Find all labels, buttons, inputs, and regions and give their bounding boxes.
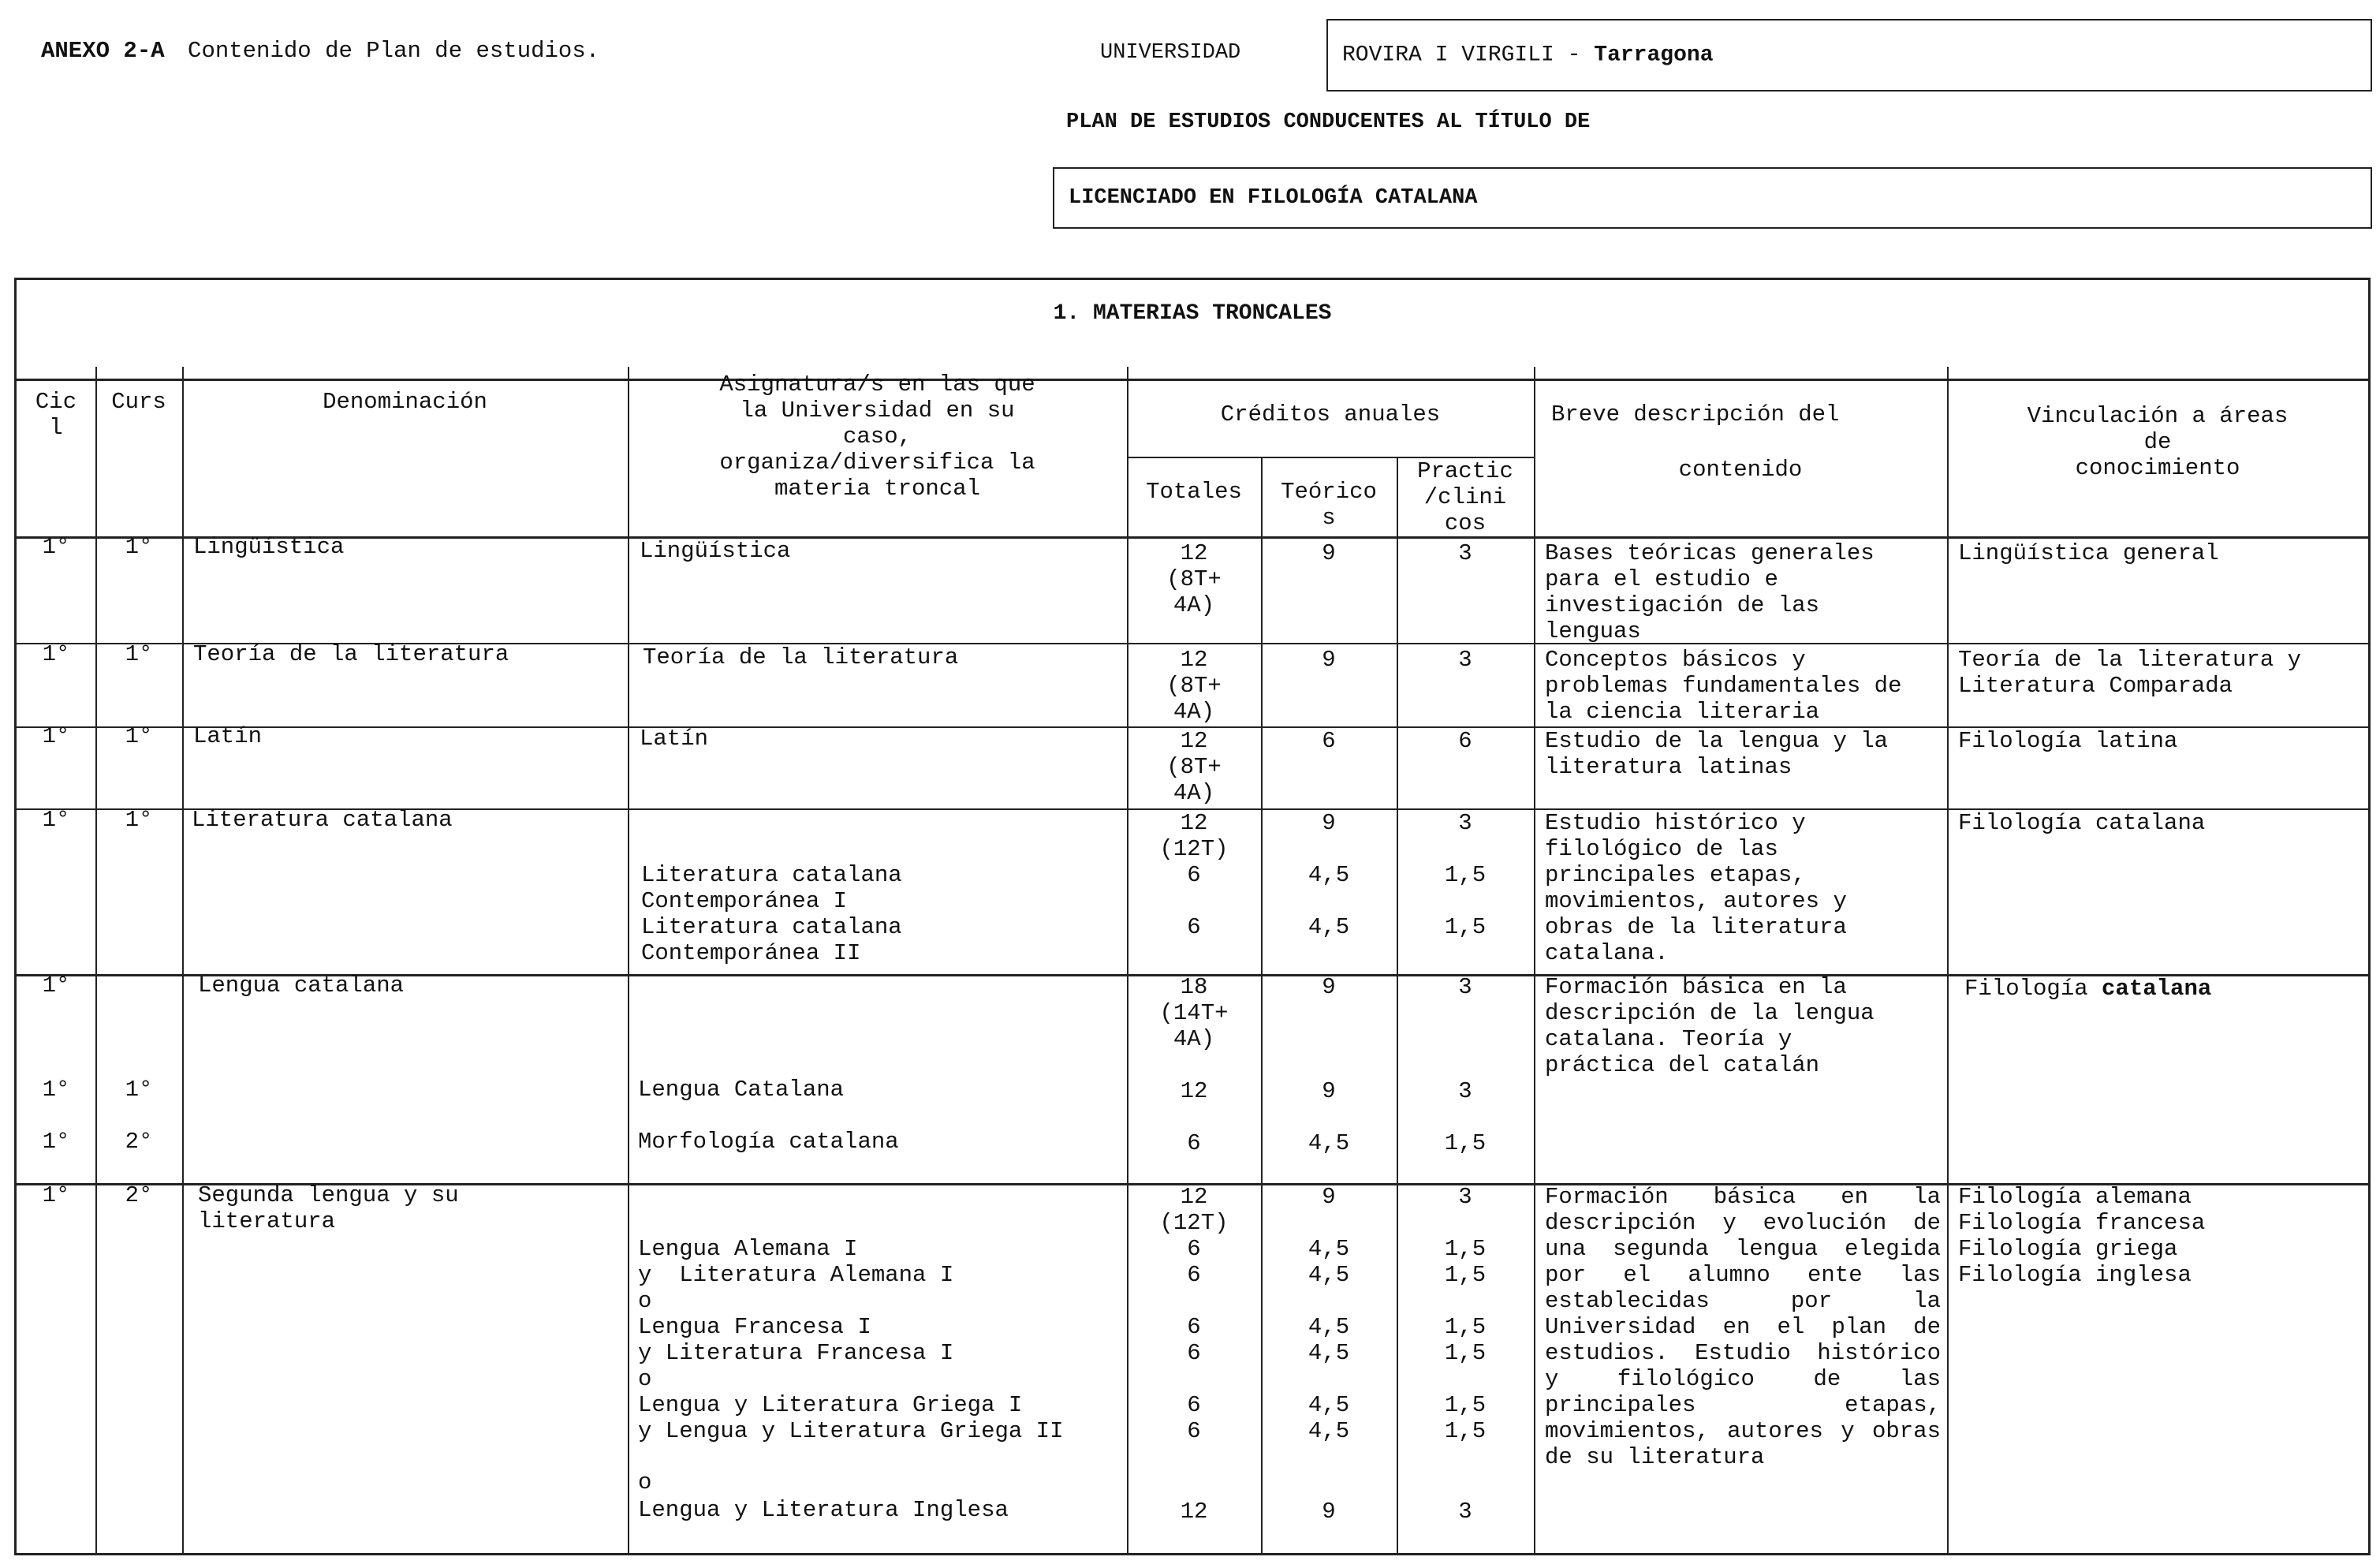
sub-totales: 12 [1180,1078,1208,1104]
sub-teoricos: 9 [1322,1499,1336,1525]
col-creditos: Créditos anuales [1220,401,1441,427]
row-curso: 2° [125,1182,153,1208]
row-vinculacion: Teoría de la literatura y Literatura Comparada [1958,647,2302,699]
sub-totales: 12 [1180,1499,1208,1525]
row-denominacion: Latín [193,723,263,749]
col-teoricos: Teórico s [1281,479,1377,531]
row-practicos: 3 [1458,647,1472,673]
row-ciclo: 1° [42,641,70,667]
sub-asignatura: Literatura catalana Contemporánea I [641,862,902,914]
sub-teoricos: 4,5 [1308,1262,1350,1288]
col-vinculacion: Vinculación a áreas de conocimiento [2027,403,2289,481]
sub-practicos: 3 [1458,1499,1472,1525]
sub-asignatura: Lengua y Literatura Inglesa [638,1497,1009,1523]
row-totales-main: 12 (12T) [1159,1184,1229,1236]
row-ciclo: 1° [42,973,70,999]
sub-practicos: 3 [1458,1078,1472,1104]
sub-asignatura: y Lengua y Literatura Griega II [638,1418,1064,1444]
row-teoricos: 9 [1322,540,1336,566]
row-totales: 12 (8T+ 4A) [1166,728,1222,806]
anexo-label: ANEXO 2-A [41,38,165,64]
vinculacion-bold: catalana [2102,976,2212,1002]
row-totales: 12 (8T+ 4A) [1166,540,1222,618]
col-ciclo: Cic l [35,389,77,441]
row-practicos-main: 3 [1458,810,1472,836]
anexo-heading [41,38,599,64]
row-practicos-main: 3 [1458,1184,1472,1210]
sub-asignatura: o [638,1366,652,1392]
row-denominacion: Segunda lengua y su literatura [198,1182,459,1234]
row-teoricos: 9 [1322,647,1336,673]
sub-curso: 2° [125,1129,153,1155]
sub-ciclo: 1° [42,1129,70,1155]
row-teoricos: 6 [1322,728,1336,754]
sub-practicos: 1,5 [1444,1392,1487,1418]
row-asignatura: Latín [640,726,709,752]
rule-header [17,536,2368,539]
row-practicos-main: 3 [1458,974,1472,1000]
row-curso: 1° [125,723,153,749]
row-curso: 1° [125,534,153,560]
row-curso: 1° [125,641,153,667]
sub-asignatura: y Literatura Francesa I [638,1340,954,1366]
universidad-name-plain: ROVIRA I VIRGILI - [1342,43,1595,68]
sub-teoricos: 4,5 [1308,914,1350,940]
row-vinculacion: Filología latina [1958,728,2178,754]
sub-asignatura: Lengua Francesa I [638,1314,871,1340]
col-descripcion-1: Breve descripción del [1551,401,1840,427]
row-vinculacion: Filología alemana Filología francesa Filología griega Filología inglesa [1958,1184,2206,1288]
sub-asignatura: y Literatura Alemana I [638,1262,954,1288]
sub-teoricos: 4,5 [1308,1130,1350,1156]
row-asignatura: Lingüística [640,538,791,564]
vrule-teoricos [1397,457,1398,1555]
col-asignaturas: Asignatura/s en las que la Universidad en su caso, organiza/diversifica la materia troncal [719,371,1035,502]
sub-totales: 6 [1187,1314,1201,1340]
col-descripcion-2: contenido [1678,457,1803,483]
col-practicos: Practic /clini cos [1417,458,1513,536]
titulo-box [1053,167,2372,229]
sub-totales: 6 [1187,1418,1201,1444]
sub-asignatura: Lengua Catalana [638,1077,845,1103]
row-vinculacion: Lingüística general [1958,540,2219,566]
row-teoricos-main: 9 [1322,1184,1336,1210]
sub-practicos: 1,5 [1444,862,1487,888]
row-descripcion: Formación básica en la descripción y evolución de una segunda lengua elegida por el alumno ente las establecidas por la Universidad en el plan de estudios. Estudio histórico y filológico de las principales etapas, movimientos, autores y obras de su literatura [1545,1184,1941,1470]
row-teoricos-main: 9 [1322,810,1336,836]
sub-practicos: 1,5 [1444,914,1487,940]
sub-practicos: 1,5 [1444,1262,1487,1288]
universidad-label: UNIVERSIDAD [1100,41,1241,65]
row-descripcion: Estudio histórico y filológico de las principales etapas, movimientos, autores y obras de la literatura catalana. [1545,810,1847,966]
row-denominacion: Lingüística [193,534,345,560]
universidad-box [1326,19,2372,91]
sub-asignatura: Literatura catalana Contemporánea II [641,914,902,966]
vrule-descripcion [1947,367,1949,1555]
sub-teoricos: 4,5 [1308,1418,1350,1444]
sub-teoricos: 9 [1322,1078,1336,1104]
row-descripcion: Formación básica en la descripción de la lengua catalana. Teoría y práctica del catalán [1545,974,1875,1078]
sub-teoricos: 4,5 [1308,862,1350,888]
sub-asignatura: Lengua y Literatura Griega I [638,1392,1023,1418]
row-ciclo: 1° [42,1182,70,1208]
sub-practicos: 1,5 [1444,1340,1487,1366]
row-practicos: 6 [1458,728,1472,754]
sub-ciclo: 1° [42,1077,70,1103]
row-descripcion: Estudio de la lengua y la literatura latinas [1545,728,1889,780]
sub-asignatura: o [638,1469,652,1495]
row-totales-main: 18 (14T+ 4A) [1159,974,1229,1052]
sub-teoricos: 4,5 [1308,1392,1350,1418]
row-ciclo: 1° [42,534,70,560]
rule-title [17,379,2368,381]
row-totales: 12 (8T+ 4A) [1166,647,1222,725]
vrule-denominacion [628,367,629,1555]
sub-practicos: 1,5 [1444,1314,1487,1340]
sub-totales: 6 [1187,1262,1201,1288]
row-practicos: 3 [1458,540,1472,566]
sub-teoricos: 4,5 [1308,1314,1350,1340]
sub-teoricos: 4,5 [1308,1340,1350,1366]
row-ciclo: 1° [42,723,70,749]
col-denominacion: Denominación [323,389,487,415]
row-descripcion: Bases teóricas generales para el estudio e investigación de las lenguas [1545,540,1875,644]
universidad-name-bold: Tarragona [1594,43,1714,68]
col-curso: Curs [111,389,166,415]
sub-practicos: 1,5 [1444,1130,1487,1156]
row-denominacion: Teoría de la literatura [193,641,509,667]
row-vinculacion: Filología catalana [1958,810,2206,836]
row-denominacion: Lengua catalana [198,973,405,999]
table-title: 1. MATERIAS TRONCALES [1053,301,1332,326]
row-curso: 1° [125,807,153,833]
sub-totales: 6 [1187,914,1201,940]
sub-totales: 6 [1187,1392,1201,1418]
sub-totales: 6 [1187,1236,1201,1262]
col-totales: Totales [1146,479,1242,505]
sub-asignatura: Morfología catalana [638,1129,899,1155]
row-asignatura: Teoría de la literatura [643,644,959,670]
sub-asignatura: Lengua Alemana I [638,1236,858,1262]
anexo-text: Contenido de Plan de estudios. [188,38,600,64]
row-teoricos-main: 9 [1322,974,1336,1000]
row-vinculacion [1964,976,2211,1002]
row-descripcion: Conceptos básicos y problemas fundamentales de la ciencia literaria [1545,647,1902,725]
universidad-name [1342,43,1714,68]
sub-curso: 1° [125,1077,153,1103]
sub-totales: 6 [1187,1340,1201,1366]
vrule-totales [1261,457,1263,1555]
sub-practicos: 1,5 [1444,1418,1487,1444]
row-ciclo: 1° [42,807,70,833]
vrule-practicos [1534,367,1535,1555]
sub-totales: 6 [1187,862,1201,888]
plan-line: PLAN DE ESTUDIOS CONDUCENTES AL TÍTULO DE [1066,110,1591,134]
materias-troncales-table [14,278,2371,1555]
row-totales-main: 12 (12T) [1159,810,1229,862]
sub-asignatura: o [638,1288,652,1314]
vrule-curso [182,367,184,1555]
vinculacion-plain: Filología [1964,976,2102,1002]
titulo-text: LICENCIADO EN FILOLOGÍA CATALANA [1069,186,1478,210]
sub-totales: 6 [1187,1130,1201,1156]
sub-practicos: 1,5 [1444,1236,1487,1262]
row-denominacion: Literatura catalana [192,807,453,833]
sub-teoricos: 4,5 [1308,1236,1350,1262]
